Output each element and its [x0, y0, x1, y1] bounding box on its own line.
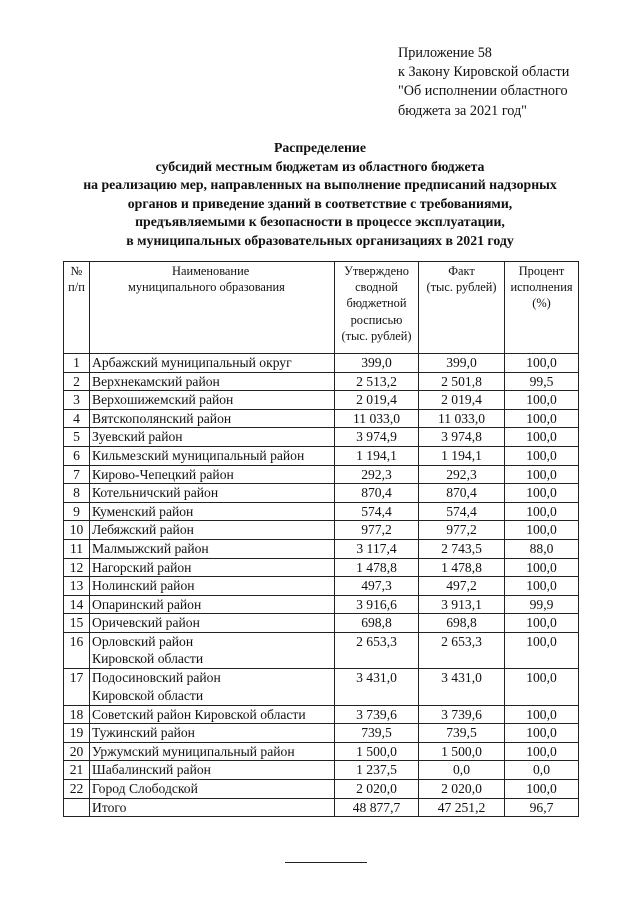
- subsidy-table: [63, 261, 579, 817]
- table-row: 14 Опаринский район 3 916,6 3 913,1 99,9: [64, 595, 579, 614]
- header-plan: Утверждено сводной бюджетной росписью (тыс. рублей): [335, 262, 419, 354]
- title-line: Распределение: [273, 140, 366, 155]
- appendix-line: бюджета за 2021 год": [398, 102, 527, 119]
- table-row: 16 Орловский район Кировской области 2 653,3 2 653,3 100,0: [64, 632, 579, 668]
- appendix-line: Приложение 58: [398, 45, 492, 61]
- table-row: 15 Оричевский район 698,8 698,8 100,0: [64, 614, 579, 633]
- table-row-name: Орловский район Кировской области: [90, 632, 335, 668]
- header-pct: Процент исполнения (%): [505, 262, 579, 354]
- table-row: 21 Шабалинский район 1 237,5 0,0 0,0: [64, 761, 579, 780]
- total-fact: 47 251,2: [419, 798, 505, 817]
- appendix-line: "Об исполнении областного: [398, 83, 568, 100]
- title-line: на реализацию мер, направленных на выполнение предписаний надзорных: [83, 177, 557, 193]
- table-row: 1 Арбажский муниципальный округ 399,0 399,0 100,0: [64, 354, 579, 373]
- table-row: 22 Город Слободской 2 020,0 2 020,0 100,0: [64, 780, 579, 799]
- title-line: органов и приведение зданий в соответствие с требованиями,: [127, 195, 513, 211]
- total-plan: 48 877,7: [335, 798, 419, 817]
- table-row-name: Подосиновский район Кировской области: [90, 669, 335, 705]
- table-row: 12 Нагорский район 1 478,8 1 478,8 100,0: [64, 558, 579, 577]
- header-num: № п/п: [64, 262, 90, 354]
- table-row: 18 Советский район Кировской области 3 739,6 3 739,6 100,0: [64, 705, 579, 724]
- total-label: Итого: [90, 798, 335, 817]
- title-line: в муниципальных образовательных организациях в 2021 году: [126, 232, 514, 248]
- table-row: 7 Кирово-Чепецкий район 292,3 292,3 100,0: [64, 465, 579, 484]
- footer-divider: [285, 862, 367, 863]
- table-row: 5 Зуевский район 3 974,9 3 974,8 100,0: [64, 428, 579, 447]
- table-row: 4 Вятскополянский район 11 033,0 11 033,0 100,0: [64, 409, 579, 428]
- title-line: субсидий местным бюджетам из областного бюджета: [155, 158, 485, 174]
- table-total-row: [64, 798, 579, 817]
- table-row: 8 Котельничский район 870,4 870,4 100,0: [64, 484, 579, 503]
- table-header-row: [64, 262, 579, 354]
- table-row: 17 Подосиновский район Кировской области 3 431,0 3 431,0 100,0: [64, 669, 579, 705]
- table-row: 3 Верхошижемский район 2 019,4 2 019,4 100,0: [64, 391, 579, 410]
- header-fact: Факт (тыс. рублей): [419, 262, 505, 354]
- table-row: 13 Нолинский район 497,3 497,2 100,0: [64, 577, 579, 596]
- table-row: 19 Тужинский район 739,5 739,5 100,0: [64, 724, 579, 743]
- table-row: 2 Верхнекамский район 2 513,2 2 501,8 99,5: [64, 372, 579, 391]
- header-name: Наименование муниципального образования: [90, 262, 335, 354]
- table-row: 9 Куменский район 574,4 574,4 100,0: [64, 502, 579, 521]
- table-row: 11 Малмыжский район 3 117,4 2 743,5 88,0: [64, 539, 579, 558]
- table-row: 10 Лебяжский район 977,2 977,2 100,0: [64, 521, 579, 540]
- document-title: [20, 139, 620, 251]
- title-line: предъявляемыми к безопасности в процессе эксплуатации,: [135, 214, 505, 230]
- table-row: 20 Уржумский муниципальный район 1 500,0 1 500,0 100,0: [64, 742, 579, 761]
- appendix-line: к Закону Кировской области: [398, 64, 570, 81]
- table-row: 6 Кильмезский муниципальный район 1 194,1 1 194,1 100,0: [64, 446, 579, 465]
- appendix-header: [398, 44, 628, 121]
- total-pct: 96,7: [505, 798, 579, 817]
